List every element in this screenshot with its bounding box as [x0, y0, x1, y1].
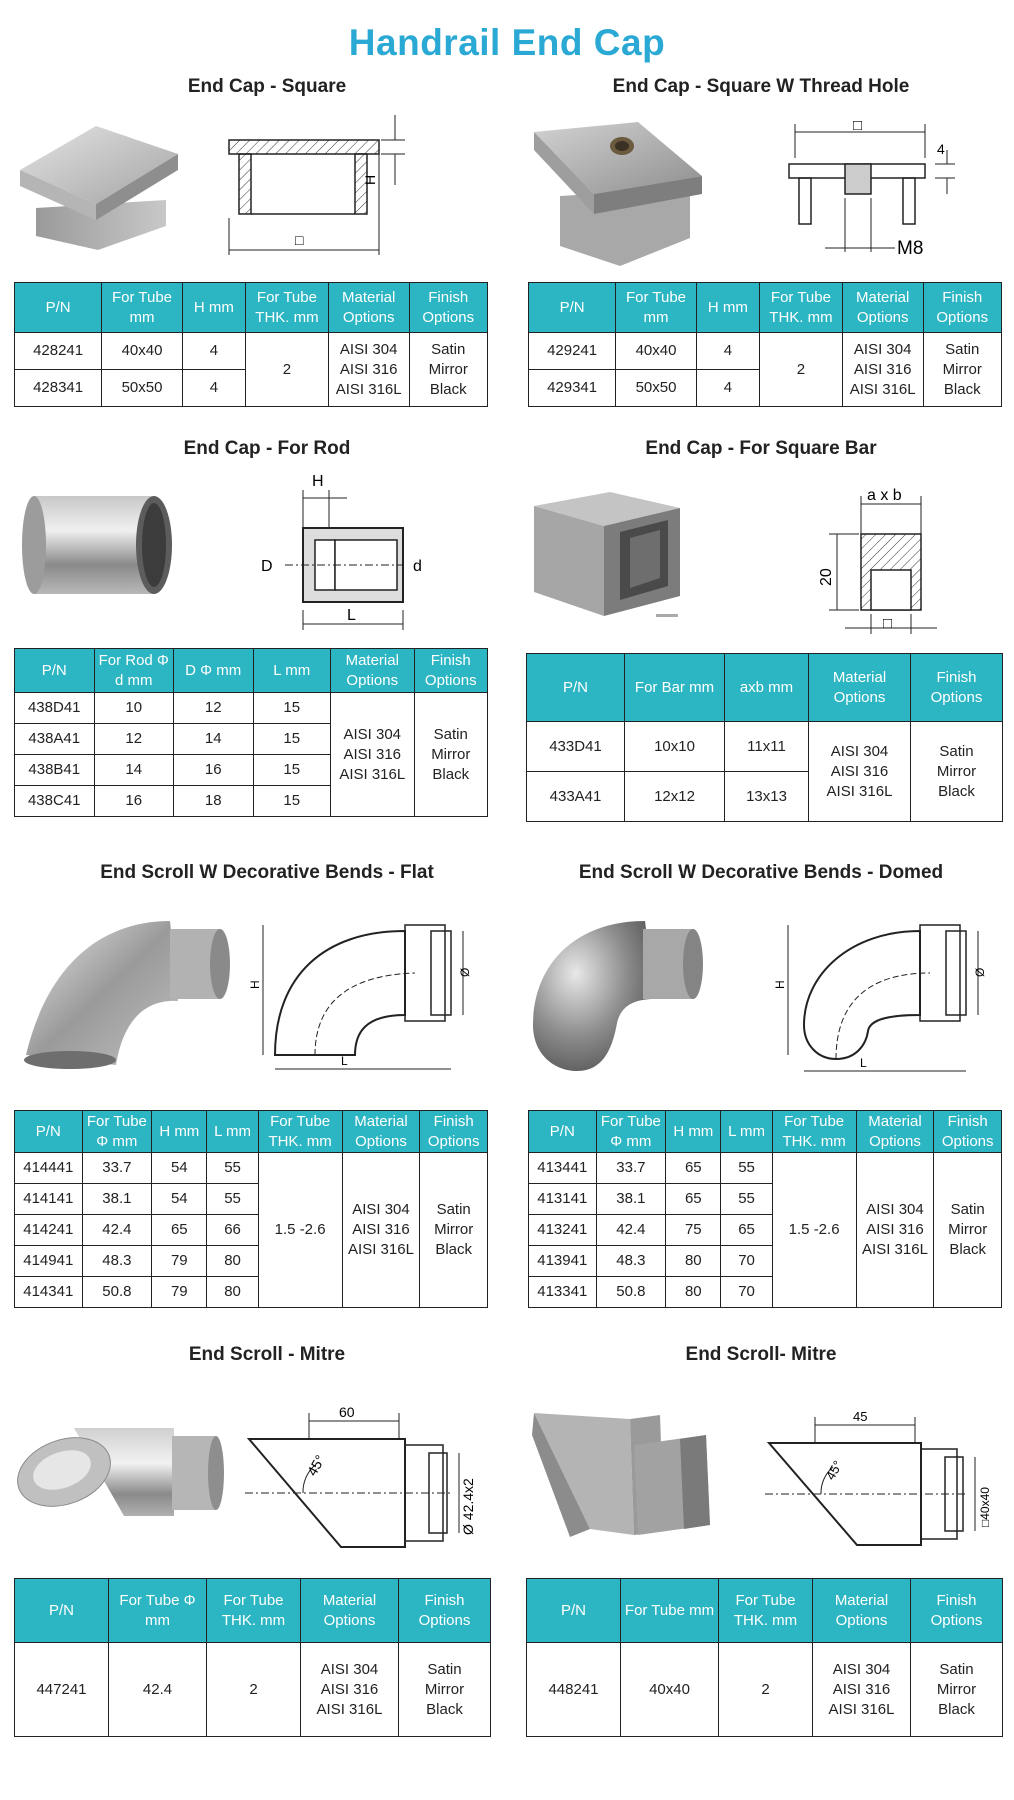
spec-table-mitre-square [526, 1578, 1003, 1737]
cell-pn: 429241 [529, 333, 616, 370]
cell-material: AISI 304 AISI 316 AISI 316L [813, 1643, 911, 1737]
product-photo-rod-cap [20, 490, 175, 600]
dim-label-l: L [347, 607, 356, 624]
cell-pn: 438A41 [15, 724, 95, 755]
dim-label-dia: Ø [973, 967, 987, 977]
cell-h: 79 [152, 1246, 207, 1277]
dim-label-square: □ [883, 615, 893, 632]
cell-tube: 33.7 [82, 1153, 152, 1184]
cell-rod: 14 [94, 755, 174, 786]
cell-material: AISI 304 AISI 316 AISI 316L [856, 1153, 934, 1308]
cell-pn: 414141 [15, 1184, 83, 1215]
cell-l: 55 [721, 1184, 772, 1215]
cell-pn: 438D41 [15, 693, 95, 724]
cell-thk: 1.5 -2.6 [772, 1153, 856, 1308]
col-header-tube: For Tube mm [102, 283, 183, 333]
section-heading: End Cap - Square W Thread Hole [612, 76, 910, 97]
col-header-l: L mm [253, 649, 330, 693]
table-row [529, 333, 1002, 370]
spec-table-scroll-domed [528, 1110, 1002, 1308]
cell-d: 18 [174, 786, 254, 817]
cell-l: 15 [253, 724, 330, 755]
cell-pn: 447241 [15, 1643, 109, 1737]
spec-table-rod-cap [14, 648, 488, 817]
section-end-cap-rod [22, 436, 512, 462]
cell-l: 15 [253, 755, 330, 786]
cell-bar: 12x12 [625, 772, 725, 822]
cell-thk: 2 [207, 1643, 301, 1737]
col-header-thk: For Tube THK. mm [772, 1111, 856, 1153]
product-photo-mitre-square [530, 1405, 720, 1555]
cell-pn: 413941 [529, 1246, 597, 1277]
col-header-h: H mm [182, 283, 245, 333]
col-header-l: L mm [721, 1111, 772, 1153]
col-header-pn: P/N [15, 1111, 83, 1153]
drawing-square-bar-cap [815, 486, 965, 636]
cell-finish: Satin Mirror Black [923, 333, 1002, 407]
col-header-rod: For Rod Φ d mm [94, 649, 174, 693]
cell-pn: 413241 [529, 1215, 597, 1246]
cell-finish: Satin Mirror Black [414, 693, 487, 817]
section-heading: End Scroll W Decorative Bends - Flat [100, 862, 434, 883]
col-header-finish: Finish Options [923, 283, 1002, 333]
spec-table-thread-cap [528, 282, 1002, 407]
col-header-pn: P/N [529, 283, 616, 333]
cell-bar: 10x10 [625, 722, 725, 772]
cell-thk: 2 [719, 1643, 813, 1737]
cell-tube: 33.7 [596, 1153, 666, 1184]
col-header-finish: Finish Options [911, 1579, 1003, 1643]
cell-rod: 16 [94, 786, 174, 817]
table-row [15, 693, 488, 724]
cell-tube: 40x40 [621, 1643, 719, 1737]
cell-pn: 414341 [15, 1277, 83, 1308]
table-row [527, 1643, 1003, 1737]
cell-h: 54 [152, 1153, 207, 1184]
dim-label-length: 45 [853, 1409, 868, 1424]
col-header-material: Material Options [330, 649, 414, 693]
cell-d: 14 [174, 724, 254, 755]
cell-axb: 11x11 [725, 722, 809, 772]
col-header-thk: For Tube THK. mm [207, 1579, 301, 1643]
dim-label-length: 60 [339, 1404, 355, 1420]
cell-material: AISI 304 AISI 316 AISI 316L [328, 333, 409, 407]
drawing-scroll-domed [773, 915, 995, 1080]
cell-pn: 414441 [15, 1153, 83, 1184]
dim-label-square: □ [853, 117, 863, 134]
col-header-finish: Finish Options [399, 1579, 491, 1643]
col-header-thk: For Tube THK. mm [258, 1111, 342, 1153]
cell-pn: 428341 [15, 370, 102, 407]
col-header-h: H mm [696, 283, 759, 333]
cell-h: 65 [666, 1153, 721, 1184]
cell-h: 4 [182, 333, 245, 370]
section-scroll-mitre-round [22, 1342, 512, 1368]
col-header-material: Material Options [328, 283, 409, 333]
section-heading: End Scroll - Mitre [188, 1344, 346, 1365]
cell-h: 80 [666, 1277, 721, 1308]
col-header-thk: For Tube THK. mm [719, 1579, 813, 1643]
dim-label-dia: Ø 42.4x2 [460, 1478, 476, 1535]
col-header-pn: P/N [527, 1579, 621, 1643]
col-header-finish: Finish Options [934, 1111, 1002, 1153]
col-header-axb: axb mm [725, 654, 809, 722]
cell-thk: 1.5 -2.6 [258, 1153, 342, 1308]
dim-label-l: L [860, 1056, 867, 1070]
cell-h: 4 [696, 333, 759, 370]
cell-tube: 50.8 [82, 1277, 152, 1308]
col-header-pn: P/N [529, 1111, 597, 1153]
col-header-pn: P/N [15, 1579, 109, 1643]
table-row [15, 333, 488, 370]
cell-h: 4 [696, 370, 759, 407]
col-header-finish: Finish Options [911, 654, 1003, 722]
col-header-material: Material Options [809, 654, 911, 722]
dim-label-angle: 45° [822, 1457, 846, 1483]
cell-tube: 40x40 [102, 333, 183, 370]
cell-finish: Satin Mirror Black [409, 333, 488, 407]
dim-label-d-inner: d [413, 558, 422, 575]
cell-l: 15 [253, 693, 330, 724]
cell-thk: 2 [760, 333, 843, 407]
dim-label-thickness: 4 [937, 141, 945, 157]
product-photo-scroll-flat [20, 915, 235, 1075]
cell-axb: 13x13 [725, 772, 809, 822]
cell-finish: Satin Mirror Black [934, 1153, 1002, 1308]
cell-tube: 50x50 [102, 370, 183, 407]
col-header-tube: For Tube Φ mm [109, 1579, 207, 1643]
cell-rod: 12 [94, 724, 174, 755]
cell-pn: 428241 [15, 333, 102, 370]
cell-material: AISI 304 AISI 316 AISI 316L [301, 1643, 399, 1737]
col-header-material: Material Options [842, 283, 923, 333]
section-end-cap-square [22, 74, 512, 100]
spec-table-square-bar-cap [526, 653, 1003, 822]
cell-h: 65 [152, 1215, 207, 1246]
col-header-pn: P/N [527, 654, 625, 722]
cell-d: 12 [174, 693, 254, 724]
col-header-d: D Φ mm [174, 649, 254, 693]
col-header-pn: P/N [15, 283, 102, 333]
drawing-rod-cap [255, 470, 440, 635]
dim-label-h: H [312, 473, 324, 490]
dim-label-dia: Ø [458, 967, 472, 977]
dim-label-h: H [362, 174, 378, 185]
cell-pn: 414941 [15, 1246, 83, 1277]
cell-l: 15 [253, 786, 330, 817]
cell-tube: 40x40 [616, 333, 697, 370]
cell-tube: 42.4 [109, 1643, 207, 1737]
cell-pn: 414241 [15, 1215, 83, 1246]
col-header-material: Material Options [856, 1111, 934, 1153]
cell-pn: 438B41 [15, 755, 95, 786]
cell-l: 80 [207, 1277, 258, 1308]
cell-thk: 2 [246, 333, 329, 407]
cell-tube: 38.1 [596, 1184, 666, 1215]
cell-l: 55 [207, 1153, 258, 1184]
col-header-tube: For Tube Φ mm [82, 1111, 152, 1153]
col-header-h: H mm [152, 1111, 207, 1153]
dim-label-square: □40x40 [978, 1487, 992, 1527]
col-header-material: Material Options [342, 1111, 420, 1153]
col-header-pn: P/N [15, 649, 95, 693]
cell-h: 54 [152, 1184, 207, 1215]
dim-label-h: H [773, 980, 787, 989]
cell-l: 65 [721, 1215, 772, 1246]
dim-label-square: □ [295, 232, 304, 248]
section-heading: End Cap - For Square Bar [645, 438, 877, 459]
cell-l: 55 [721, 1153, 772, 1184]
cell-pn: 433D41 [527, 722, 625, 772]
col-header-tube: For Tube mm [621, 1579, 719, 1643]
cell-pn: 433A41 [527, 772, 625, 822]
cell-tube: 42.4 [596, 1215, 666, 1246]
drawing-mitre-square [765, 1405, 1000, 1555]
cell-finish: Satin Mirror Black [911, 1643, 1003, 1737]
cell-material: AISI 304 AISI 316 AISI 316L [809, 722, 911, 822]
page-title: Handrail End Cap [348, 22, 666, 63]
cell-pn: 413341 [529, 1277, 597, 1308]
section-scroll-mitre-square [516, 1342, 1006, 1368]
cell-material: AISI 304 AISI 316 AISI 316L [330, 693, 414, 817]
table-row [15, 1153, 488, 1184]
cell-l: 70 [721, 1277, 772, 1308]
drawing-thread-cap [785, 117, 995, 265]
cell-tube: 50.8 [596, 1277, 666, 1308]
table-row [529, 1153, 1002, 1184]
col-header-thk: For Tube THK. mm [760, 283, 843, 333]
cell-finish: Satin Mirror Black [420, 1153, 488, 1308]
spec-table-mitre-round [14, 1578, 491, 1737]
product-photo-square-cap [16, 118, 181, 253]
dim-label-angle: 45° [303, 1452, 329, 1479]
col-header-finish: Finish Options [414, 649, 487, 693]
dim-label-axb: a x b [867, 487, 902, 504]
cell-tube: 48.3 [596, 1246, 666, 1277]
cell-pn: 413441 [529, 1153, 597, 1184]
cell-finish: Satin Mirror Black [399, 1643, 491, 1737]
cell-d: 16 [174, 755, 254, 786]
product-photo-mitre-round [14, 1420, 224, 1530]
cell-material: AISI 304 AISI 316 AISI 316L [342, 1153, 420, 1308]
cell-l: 80 [207, 1246, 258, 1277]
cell-h: 4 [182, 370, 245, 407]
col-header-finish: Finish Options [409, 283, 488, 333]
table-row [15, 1643, 491, 1737]
dim-label-h: H [248, 980, 262, 989]
dim-label-thread: M8 [897, 238, 924, 259]
cell-h: 65 [666, 1184, 721, 1215]
cell-l: 70 [721, 1246, 772, 1277]
section-heading: End Scroll W Decorative Bends - Domed [578, 862, 944, 883]
spec-table-scroll-flat [14, 1110, 488, 1308]
cell-tube: 38.1 [82, 1184, 152, 1215]
col-header-thk: For Tube THK. mm [246, 283, 329, 333]
cell-l: 66 [207, 1215, 258, 1246]
cell-tube: 42.4 [82, 1215, 152, 1246]
col-header-l: L mm [207, 1111, 258, 1153]
drawing-scroll-flat [248, 915, 480, 1080]
cell-pn: 413141 [529, 1184, 597, 1215]
section-scroll-flat [22, 860, 512, 886]
col-header-material: Material Options [301, 1579, 399, 1643]
spec-table-square-cap [14, 282, 488, 407]
section-heading: End Cap - For Rod [183, 438, 351, 459]
col-header-finish: Finish Options [420, 1111, 488, 1153]
cell-pn: 429341 [529, 370, 616, 407]
cell-pn: 448241 [527, 1643, 621, 1737]
product-photo-square-bar-cap [530, 488, 690, 623]
col-header-tube: For Tube Φ mm [596, 1111, 666, 1153]
col-header-tube: For Tube mm [616, 283, 697, 333]
col-header-h: H mm [666, 1111, 721, 1153]
col-header-bar: For Bar mm [625, 654, 725, 722]
section-scroll-domed [516, 860, 1006, 886]
section-heading: End Scroll- Mitre [685, 1344, 837, 1365]
col-header-material: Material Options [813, 1579, 911, 1643]
section-heading: End Cap - Square [187, 76, 347, 97]
drawing-mitre-round [245, 1405, 485, 1555]
product-photo-scroll-domed [525, 915, 705, 1075]
drawing-square-cap [225, 115, 445, 265]
cell-h: 79 [152, 1277, 207, 1308]
cell-rod: 10 [94, 693, 174, 724]
cell-tube: 48.3 [82, 1246, 152, 1277]
cell-pn: 438C41 [15, 786, 95, 817]
cell-l: 55 [207, 1184, 258, 1215]
cell-h: 80 [666, 1246, 721, 1277]
table-row [527, 722, 1003, 772]
cell-tube: 50x50 [616, 370, 697, 407]
dim-label-d-outer: D [261, 558, 273, 575]
section-end-cap-thread-hole [516, 74, 1006, 100]
product-photo-thread-cap [530, 118, 705, 268]
section-end-cap-square-bar [516, 436, 1006, 462]
dim-label-l: L [341, 1054, 348, 1068]
cell-h: 75 [666, 1215, 721, 1246]
dim-label-20: 20 [818, 568, 835, 586]
cell-finish: Satin Mirror Black [911, 722, 1003, 822]
cell-material: AISI 304 AISI 316 AISI 316L [842, 333, 923, 407]
